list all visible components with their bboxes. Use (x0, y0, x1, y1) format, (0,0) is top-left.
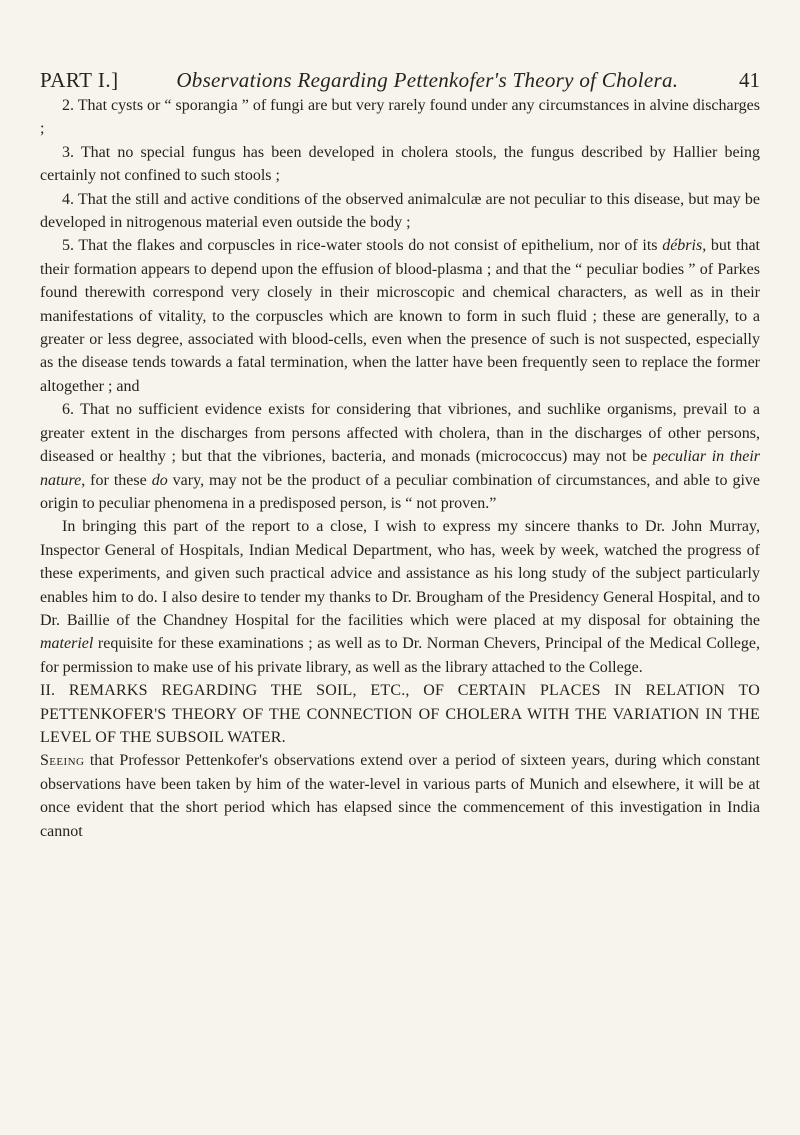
page-number: 41 (739, 68, 760, 92)
part-label: PART I.] (40, 68, 119, 92)
text-run: 5. That the flakes and corpuscles in rice-water stools do not consist of epithelium, nor of its (62, 237, 663, 255)
acknowledgements-paragraph (40, 515, 760, 679)
paragraph-2: 2. That cysts or “ sporangia ” of fungi are but very rarely found under any circumstances in alvine discharges ; (40, 97, 760, 138)
text-run: that Professor Pettenkofer's observations extend over a period of sixteen years, during which constant observations have been taken by him of the water-level in various parts of Munich and elsewhere, it will be at once evident that the short period which has elapsed since the commencement of this investigation in India cannot (40, 752, 760, 840)
section-intro-paragraph (40, 749, 760, 843)
text-run: 6. That no sufficient evidence exists for considering that vibriones, and suchlike organisms, prevail to a greater extent in the discharges from persons affected with cholera, than in the discharges of other persons, diseased or healthy ; but that the vibriones, bacteria, and monads (micrococcus) may not be (40, 401, 760, 466)
italic-term: débris (662, 237, 703, 255)
text-run: vary, may not be the product of a peculiar combination of circumstances, and able to give origin to peculiar phenomena in a predisposed person, is “ not proven.” (40, 471, 761, 512)
text-run: In bringing this part of the report to a close, I wish to express my sincere thanks to Dr. John Murray, Inspector General of Hospitals, Indian Medical Department, who has, week by week, watched the progress of these experiments, and given such practical advice and assistance as his long study of the subject particularly enables him to do. I also desire to tender my thanks to Dr. Brougham of the Presidency General Hospital, and to Dr. Baillie of the Chandney Hospital for the facilities which were placed at my disposal for obtaining the (40, 518, 760, 629)
text-run: requisite for these examinations ; as well as to Dr. Norman Chevers, Principal of the Medical College, for permission to make use of his private library, as well as the library attached to the College. (40, 635, 760, 676)
lead-word: Seeing (40, 752, 85, 770)
paragraph-3: 3. That no special fungus has been developed in cholera stools, the fungus described by Hallier being certainly not confined to such stools ; (40, 143, 760, 185)
italic-term: materiel (40, 635, 94, 653)
paragraph-5 (40, 234, 760, 398)
italic-phrase: peculiar in their nature (40, 448, 761, 489)
paragraph-4: 4. That the still and active conditions of the observed animalculæ are not peculiar to this disease, but may be developed in nitrogenous material even outside the body ; (40, 190, 760, 232)
text-run: , but that their formation appears to depend upon the effusion of blood-plasma ; and that the “ peculiar bodies ” of Parkes found therewith correspond very closely in their microscopic and chemical characters, as well as in their manifestations of vitality, to the corpuscles which are known to form in such fluid ; these are generally, to a greater or less degree, associated with blood-cells, even when the presence of such is not suspected, especially as the disease tends towards a fatal termination, when the latter have been frequently seen to replace the former altogether ; and (40, 237, 761, 395)
page-body (40, 94, 760, 843)
paragraph-6 (40, 398, 760, 515)
section-heading: II. REMARKS REGARDING THE SOIL, ETC., OF CERTAIN PLACES IN RELATION TO PETTENKOFER'S THEORY OF THE CONNECTION OF CHOLERA WITH THE VARIATION IN THE LEVEL OF THE SUBSOIL WATER. (40, 682, 760, 746)
running-head (40, 70, 760, 91)
running-title: Observations Regarding Pettenkofer's Theory of Cholera. (176, 68, 679, 92)
italic-word: do (151, 471, 168, 489)
text-run: , for these (81, 471, 152, 489)
